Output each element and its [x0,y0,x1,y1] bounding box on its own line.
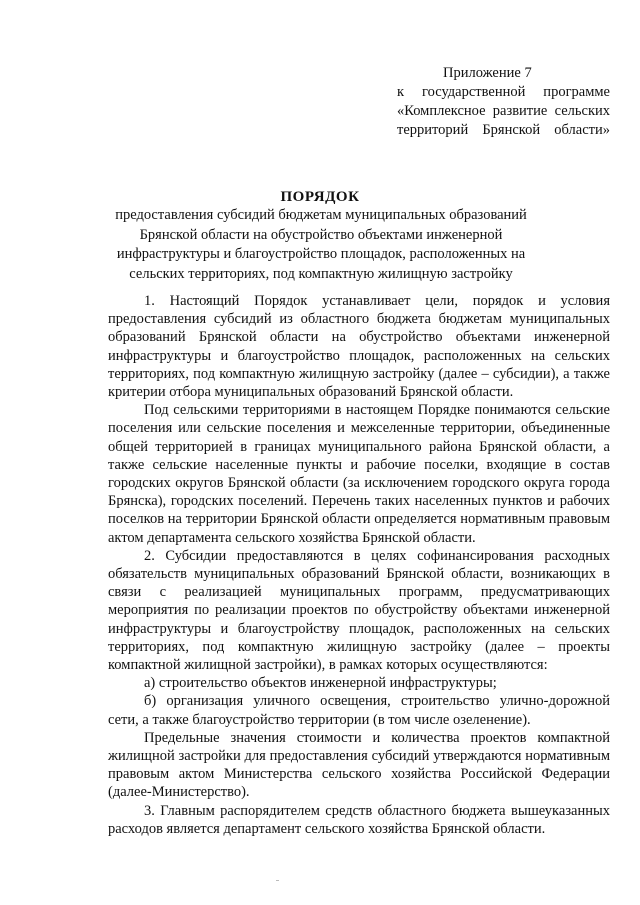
scan-mark [276,880,279,881]
document-title: ПОРЯДОК [280,189,360,205]
paragraph-1: 1. Настоящий Порядок устанавливает цели, порядок и условия предоставления субсидий из областного бюджета бюджетам муниципальных образований Брянской области на обустройство объектами инженерной инфраструктуры и благоустройство площадок, расположенных на сельских территориях, под компактную жилищную застройку (далее – субсидии), а также критерии отбора муниципальных образований Брянской области. [108,293,610,401]
document-body [108,292,610,838]
document-subtitle: предоставления субсидий бюджетам муниципальных образований Брянской области на обустройство объектами инженерной инфраструктуры и благоустройство площадок, расположенных на сельских территориях, под компактную жилищную застройку [115,207,527,282]
appendix-block [397,64,610,140]
appendix-program-name-line1: «Комплексное развитие сельских [397,103,610,119]
appendix-program-line: к государственной программе [397,84,610,100]
paragraph-2: 2. Субсидии предоставляются в целях софинансирования расходных обязательств муниципальных образований Брянской области, возникающих в связи с реализацией муниципальных программ, предусматривающих мероприятия по реализации проектов по обустройству объектами инженерной инфраструктуры и благоустройству площадок, расположенных на сельских территориях, под компактную жилищную застройку (далее – проекты компактной жилищной застройки), в рамках которых осуществляются: [108,547,610,674]
appendix-program-name-line2: территорий Брянской области» [397,122,610,138]
paragraph-limits: Предельные значения стоимости и количества проектов компактной жилищной застройки для предоставления субсидий утверждаются нормативным правовым актом Министерства сельского хозяйства Российской Федерации (далее-Министерство). [108,729,610,801]
paragraph-3: 3. Главным распорядителем средств областного бюджета вышеуказанных расходов является департамент сельского хозяйства Брянской области. [108,802,610,837]
paragraph-rural-territories: Под сельскими территориями в настоящем Порядке понимаются сельские поселения или сельские поселения и межселенные территории, объединенные общей территорией в границах муниципального района Брянской области, а также сельские населенные пункты и рабочие поселки, входящие в состав городских округов Брянской области (за исключением городского округа города Брянска), городских поселений. Перечень таких населенных пунктов и рабочих поселков на территории Брянской области определяется нормативным правовым актом департамента сельского хозяйства Брянской области. [108,402,610,546]
list-item-a: а) строительство объектов инженерной инфраструктуры; [144,675,497,692]
list-item-b: б) организация уличного освещения, строительство улично-дорожной сети, а также благоустройство территории (в том числе озеленение). [108,693,610,728]
appendix-number: Приложение 7 [443,65,532,81]
